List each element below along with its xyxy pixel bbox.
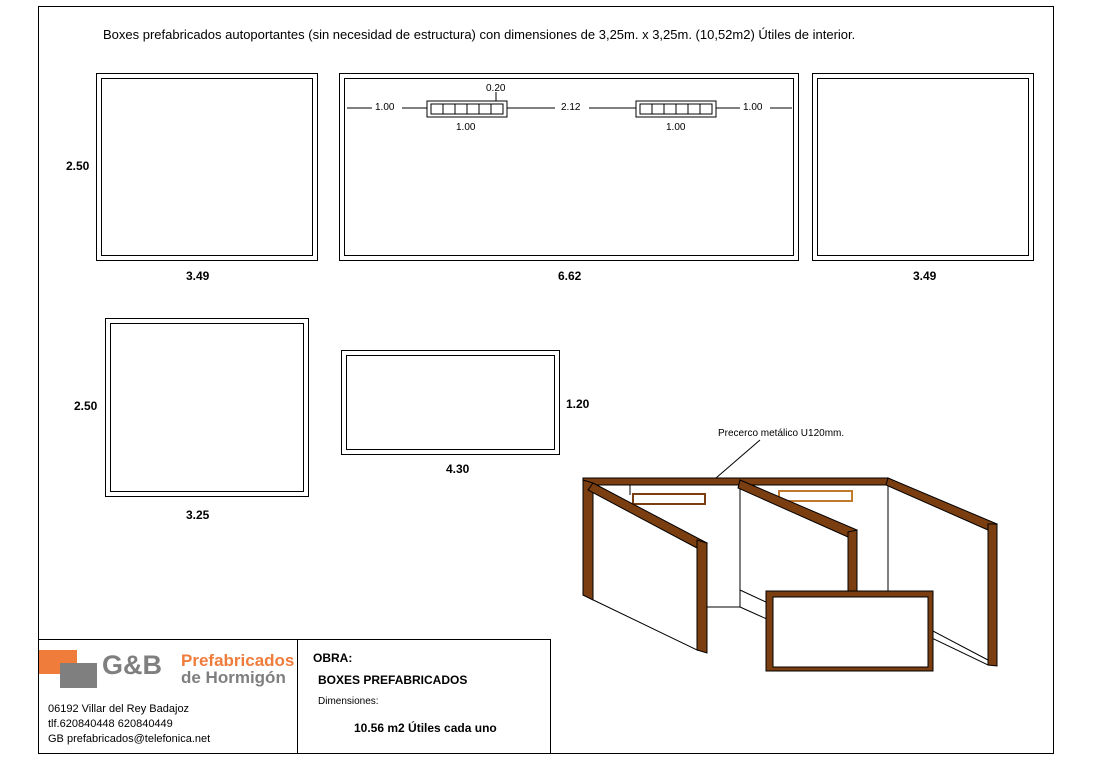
- panel-small-height: 1.20: [566, 397, 590, 411]
- window-1-width: 1.00: [456, 122, 476, 133]
- titleblock-divider: [297, 639, 298, 753]
- obra-label: OBRA:: [313, 651, 353, 665]
- logo-line2: de Hormigón: [181, 668, 286, 687]
- dimensions-value: 10.56 m2 Útiles cada uno: [354, 721, 497, 735]
- panel-lower-height: 2.50: [74, 399, 98, 413]
- company-phones: tlf.620840448 620840449: [48, 718, 173, 730]
- window-right-gap: 1.00: [743, 102, 763, 113]
- iso-annotation: Precerco metálico U120mm.: [718, 428, 845, 439]
- window-left-gap: 1.00: [375, 102, 395, 113]
- window-top-margin: 0.20: [486, 83, 506, 94]
- panel-right: [812, 73, 1034, 261]
- titleblock-right-border: [550, 639, 551, 753]
- logo-mark: G&B: [102, 650, 162, 680]
- panel-left: [96, 73, 318, 261]
- panel-small: [341, 350, 560, 455]
- titleblock-bottom-border: [38, 753, 566, 754]
- company-email: GB prefabricados@telefonica.net: [48, 733, 211, 745]
- panel-right-width: 3.49: [913, 269, 937, 283]
- dimensions-label: Dimensiones:: [318, 696, 379, 707]
- obra-value: BOXES PREFABRICADOS: [318, 673, 468, 687]
- panel-small-width: 4.30: [446, 462, 470, 476]
- panel-left-width: 3.49: [186, 269, 210, 283]
- logo-gray-square: [60, 663, 97, 688]
- window-2-width: 1.00: [666, 122, 686, 133]
- panel-lower: [105, 318, 309, 497]
- logo-line1: Prefabricados: [181, 651, 295, 670]
- drawing-title: Boxes prefabricados autoportantes (sin necesidad de estructura) con dimensiones de 3,25m. x 3,25m. (10,52m2) Útiles de interior.: [103, 27, 856, 42]
- panel-left-height: 2.50: [66, 159, 90, 173]
- titleblock-top-border: [38, 639, 550, 640]
- panel-lower-width: 3.25: [186, 508, 210, 522]
- company-address: 06192 Villar del Rey Badajoz: [48, 703, 190, 715]
- panel-center-width: 6.62: [558, 269, 582, 283]
- window-middle-gap: 2.12: [561, 102, 581, 113]
